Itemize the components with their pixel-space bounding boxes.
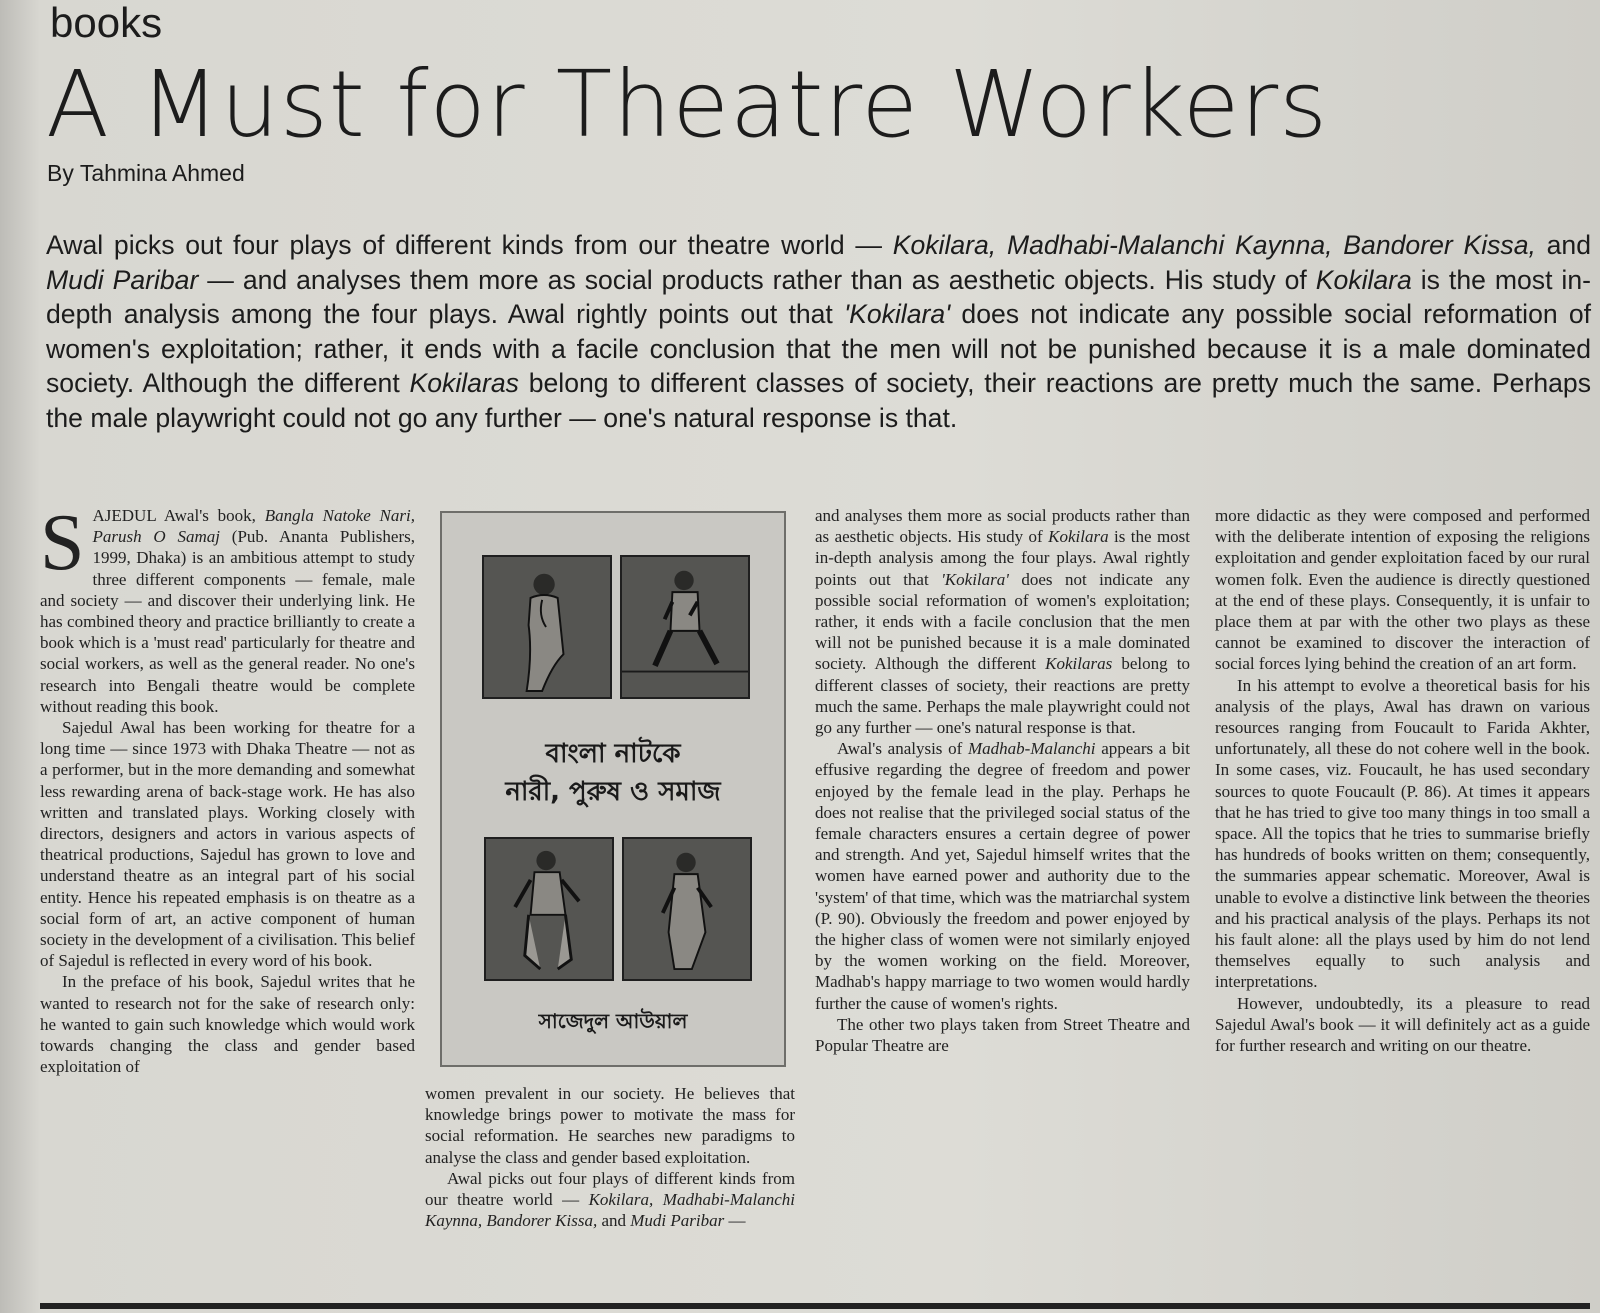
cover-title-line: বাংলা নাটকে: [545, 739, 681, 769]
paragraph: [815, 738, 1190, 1014]
bottom-rule: [40, 1303, 1590, 1309]
dancer-figure-icon: [486, 839, 612, 979]
paragraph: women prevalent in our society. He believes that knowledge brings power to motivate the mass for social reformation. He searches new paradigms to analyse the class and gender based exploitation.: [425, 1084, 795, 1167]
paragraph-text: (Pub. Ananta Publishers, 1999, Dhaka) is an ambitious attempt to study three different components — female, male and society — and discover their underlying link. He has combined theory and practice brilliantly to create a book which is a 'must read' particularly for theatre and social workers, as well as the general reader. No one's research into Bengali theatre would be complete without reading this book.: [40, 527, 415, 716]
lede-play-title: Mudi Paribar: [46, 264, 199, 295]
lede-text: is the most in-depth analysis among the four plays. Awal rightly points out that: [46, 264, 1591, 329]
article-column-1: [40, 499, 415, 1077]
paragraph: However, undoubtedly, its a pleasure to read Sajedul Awal's book — it will definitely act as a guide for further research and writing on our theatre.: [1215, 993, 1590, 1056]
play-titles: Kokilara, Madhabi-Malanchi Kaynna, Bandorer Kissa,: [425, 1190, 795, 1231]
book-title: Bangla Natoke Nari, Parush O Samaj: [92, 506, 415, 547]
headline: A Must for Theatre Workers: [46, 51, 1329, 158]
paragraph-text: —: [724, 1211, 746, 1231]
paragraph-text: belong to different classes of society, their reactions are pretty much the same. Perhaps the male playwright could not go any further — one's natural response is that.: [815, 654, 1190, 738]
paragraph: Sajedul Awal has been working for theatre for a long time — since 1973 with Dhaka Theatre — not as a performer, but in the more demanding and somewhat less rewarding arena of back-stage work. He has also written and translated plays. Working closely with directors, designers and actors in various aspects of theatrical productions, Sajedul has grown to love and understand theatre as an integral part of his social entity. Hence his repeated emphasis is on theatre as a social form of art, an active component of human society in the development of a civilisation. This belief of Sajedul is reflected in every word of his book.: [40, 718, 415, 971]
drop-cap: S: [40, 499, 85, 587]
lede-text: Awal picks out four plays of different kinds from our theatre world —: [46, 230, 893, 260]
article-column-4: [1215, 505, 1590, 1056]
woman-figure-icon: [624, 839, 750, 979]
play-title: Kokilara: [1048, 527, 1109, 547]
paragraph-text: does not indicate any possible social reformation of women's exploitation; rather, it ends with a facile conclusion that the men will not be punished because it is a male dominated society. Although the different: [815, 569, 1190, 674]
paragraph: In his attempt to evolve a theoretical basis for his analysis of the plays, Awal has drawn on various resources ranging from Foucault to Farida Akhter, unfortunately, all these do not cohere well in the book. In some cases, viz. Foucault, he has used secondary sources to quote Foucault (P. 86). At times it appears that he has tried to give too many things in too small a space. All the topics that he tries to summarise briefly has hundreds of books written on them; consequently, the summaries appear schematic. Moreover, Awal is unable to evolve a distinctive link between the theories and his practical analysis of the plays. Perhaps its not his fault alone: all the plays used by him do not lend themselves equally to such analysis and interpretations.: [1215, 675, 1590, 992]
paragraph-text: AJEDUL Awal's book,: [92, 506, 265, 525]
cover-illustration-panel: [484, 837, 614, 981]
paragraph-text: Awal picks out four plays of different kinds from our theatre world —: [425, 1168, 795, 1210]
paragraph-text: appears a bit effusive regarding the degree of freedom and power enjoyed by the female lead in the play. Perhaps he does not realise that the privileged social status of the female characters ensures a certain degree of power and strength. And yet, Sajedul himself writes that the women have earned power and authority due to the 'system' of that time, which was the matriarchal system (P. 90). Obviously the freedom and power enjoyed by the higher class of women were not similarly enjoyed by the women working on the field. Moreover, Madhab's happy marriage to two women would hardly further the cause of women's rights.: [815, 739, 1191, 1013]
lede-text: does not indicate any possible social reformation of women's exploitation; rather, it ends with a facile conclusion that the men will not be punished because it is a male dominated society. Although the different: [46, 299, 1592, 398]
play-title: Madhab-Malanchi: [968, 739, 1096, 759]
paragraph: In the preface of his book, Sajedul writes that he wanted to research not for the sake of research only: he wanted to gain such knowledge which would work towards changing the class and gender based exploitation of: [40, 972, 415, 1077]
paragraph-text: is the most in-depth analysis among the four plays. Awal rightly points out that: [815, 527, 1191, 589]
paragraph-text: Awal's analysis of: [837, 739, 968, 759]
cover-author: সাজেদুল আউয়াল: [538, 1009, 688, 1033]
lede-play-titles: Kokilara, Madhabi-Malanchi Kaynna, Bandorer Kissa,: [892, 230, 1536, 260]
cover-title-line: নারী, পুরুষ ও সমাজ: [505, 777, 721, 807]
lede-text: and: [1535, 230, 1591, 260]
play-title: Mudi Paribar: [630, 1211, 725, 1231]
article-column-3: [815, 505, 1190, 1056]
paragraph: more didactic as they were composed and performed with the deliberate intention of exposing the religions exploitation and gender exploitation faced by our rural women folk. Even the audience is directly questioned at the end of these plays. Consequently, it is unfair to place them at par with the other two plays as these cannot be examined to discover the interaction of social forces lying behind the creation of an art form.: [1215, 506, 1590, 674]
section-label: books: [50, 0, 163, 46]
cover-illustration-panel: [620, 555, 750, 699]
cover-illustration-panel: [622, 837, 752, 981]
lede-play-title: Kokilara: [1315, 264, 1412, 295]
paragraph-text: and: [597, 1211, 631, 1231]
byline: By Tahmina Ahmed: [47, 160, 245, 186]
play-title: Kokilaras: [1045, 654, 1113, 674]
lede-text: belong to different classes of society, their reactions are pretty much the same. Perhaps the male playwright could not go any further — one's natural response is that.: [46, 368, 1591, 433]
paragraph: [40, 499, 415, 717]
lede-paragraph: [46, 228, 1591, 435]
article-column-2: [425, 1083, 795, 1231]
woman-figure-icon: [484, 557, 610, 697]
lede-play-title: Kokilaras: [409, 368, 519, 398]
man-figure-icon: [622, 557, 748, 697]
paragraph: [815, 505, 1190, 738]
lede-text: — and analyses them more as social products rather than as aesthetic objects. His study of: [198, 264, 1316, 295]
lede-play-title: 'Kokilara': [844, 299, 951, 329]
paragraph-text: and analyses them more as social products rather than as aesthetic objects. His study of: [815, 506, 1190, 547]
cover-illustration-panel: [482, 555, 612, 699]
play-title: 'Kokilara': [941, 569, 1009, 589]
cover-title: [442, 735, 784, 811]
paragraph: The other two plays taken from Street Theatre and Popular Theatre are: [815, 1014, 1190, 1056]
paragraph: [425, 1168, 795, 1232]
book-cover-image: [440, 511, 786, 1067]
